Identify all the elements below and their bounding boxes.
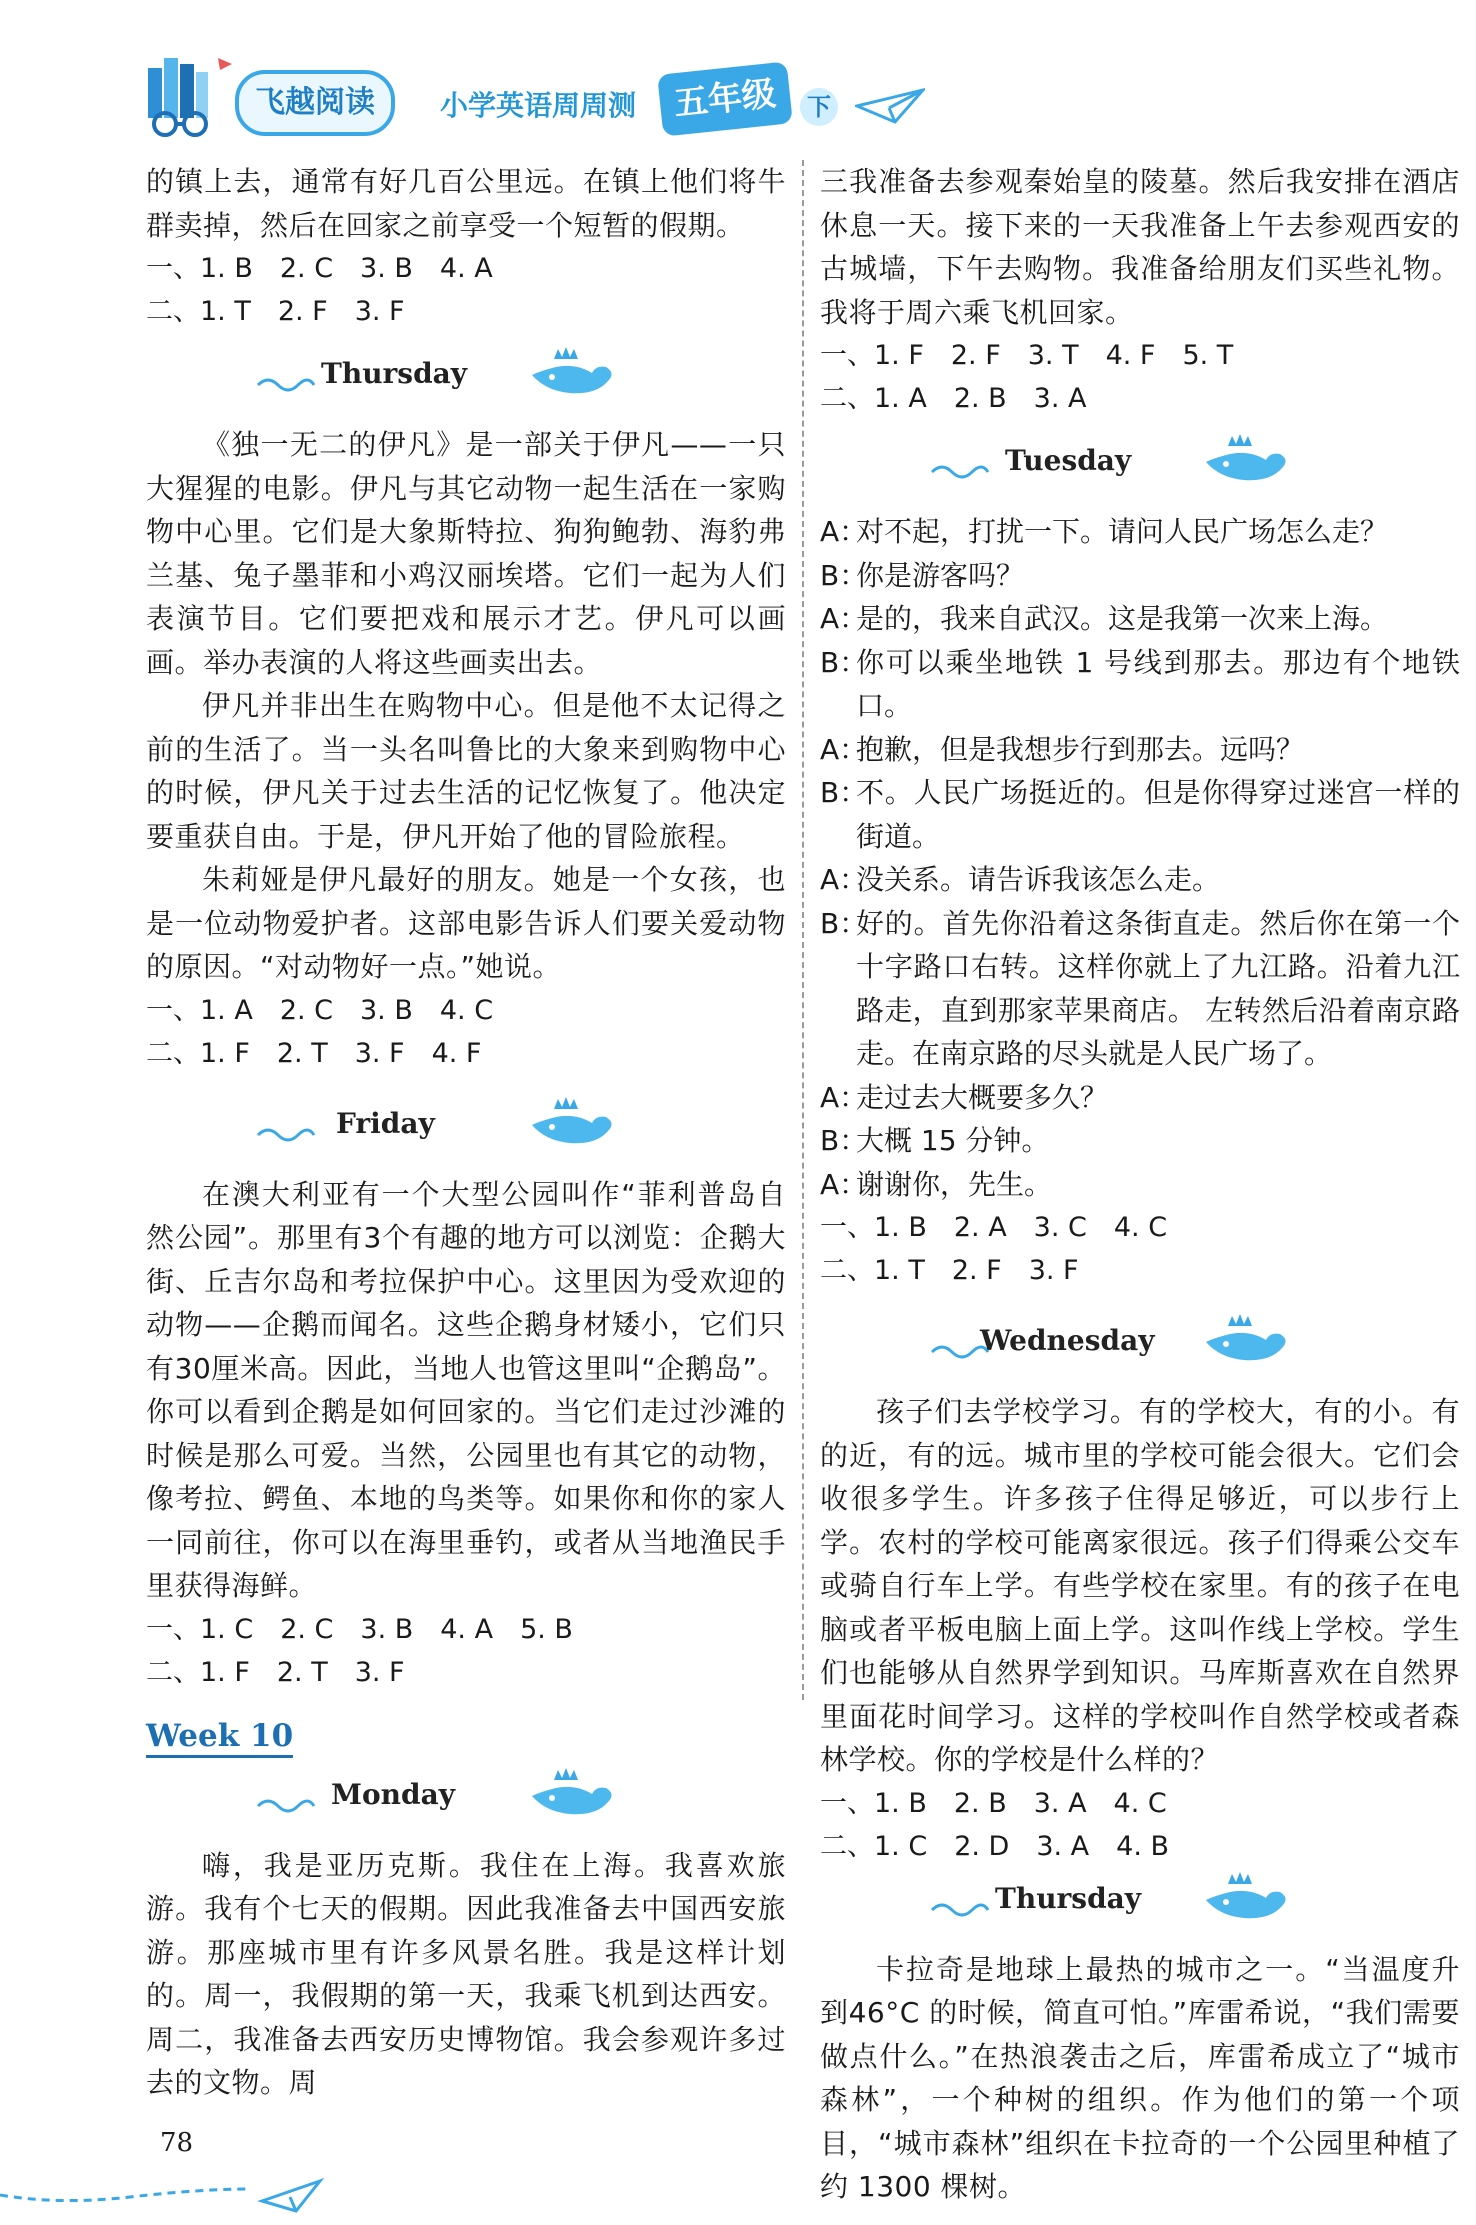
answer-line: 一、1. B 2. A 3. C 4. C — [820, 1212, 1168, 1243]
section-heading-tuesday — [820, 438, 1460, 496]
books-logo-icon — [140, 48, 240, 138]
answer-line: 一、1. A 2. C 3. B 4. C — [146, 994, 494, 1026]
dialogue-line — [820, 510, 1460, 554]
section-heading-monday — [146, 1772, 786, 1830]
section-heading-thursday-2 — [820, 1876, 1460, 1934]
section-heading-friday — [146, 1101, 786, 1159]
answer-line: 一、1. F 2. F 3. T 4. F 5. T — [820, 340, 1234, 371]
answer-line: 二、1. F 2. T 3. F — [146, 1656, 405, 1688]
utterance: 谢谢你，先生。 — [856, 1167, 1053, 1201]
answer-line: 一、1. B 2. C 3. B 4. A — [146, 253, 493, 284]
left-column — [146, 160, 786, 2105]
wave-icon — [256, 1125, 316, 1145]
whale-icon — [1200, 432, 1290, 492]
speaker: A： — [820, 732, 868, 766]
utterance: 你可以乘坐地铁 1 号线到那去。那边有个地铁口。 — [856, 645, 1460, 722]
paper-plane-icon — [855, 86, 925, 126]
series-title: 小学英语周周测 — [440, 89, 637, 122]
answer-line: 二、1. F 2. T 3. F 4. F — [146, 1037, 482, 1069]
week-title: Week 10 — [146, 1718, 293, 1758]
dialogue-line — [820, 597, 1460, 641]
section-heading-thursday — [146, 351, 786, 409]
section-heading-wednesday — [820, 1318, 1460, 1376]
whale-icon — [1200, 1312, 1290, 1372]
utterance: 走过去大概要多久？ — [856, 1080, 1109, 1114]
speaker: A： — [820, 863, 868, 896]
passage-paragraph: 朱莉娅是伊凡最好的朋友。她是一个女孩，也是一位动物爱护者。这部电影告诉人们要关爱动物的原因。“对动物好一点。”她说。 — [146, 863, 786, 983]
dialogue-line — [820, 1119, 1460, 1163]
day-title: Wednesday — [980, 1324, 1155, 1357]
answer-line: 二、1. T 2. F 3. F — [146, 296, 405, 327]
passage-paragraph: 在澳大利亚有一个大型公园叫作“菲利普岛自然公园”。那里有3个有趣的地方可以浏览：企鹅大街、丘吉尔岛和考拉保护中心。这里因为受欢迎的动物——企鹅而闻名。这些企鹅身材矮小，它们只有30厘米高。因此，当地人也管这里叫“企鹅岛”。你可以看到企鹅是如何回家的。当它们走过沙滩的时候是那么可爱。当然，公园里也有其它的动物，像考拉、鳄鱼、本地的鸟类等。如果你和你的家人一同前往，你可以在海里垂钓，或者从当地渔民手里获得海鲜。 — [146, 1177, 786, 1602]
dialogue-line — [820, 1076, 1460, 1120]
utterance: 大概 15 分钟。 — [856, 1124, 1050, 1157]
footer-dashed-line — [0, 2175, 330, 2215]
dialogue-line — [820, 1163, 1460, 1207]
passage-paragraph: 孩子们去学校学习。有的学校大，有的小。有的近，有的远。城市里的学校可能会很大。它们会收很多学生。许多孩子住得足够近，可以步行上学。农村的学校可能离家很远。孩子们得乘公交车或骑自行车上学。有些学校在家里。有的孩子在电脑或者平板电脑上面上学。这叫作线上学校。学生们也能够从自然界学到知识。马库斯喜欢在自然界里面花时间学习。这样的学校叫作自然学校或者森林学校。你的学校是什么样的？ — [820, 1395, 1460, 1776]
answer-line: 二、1. T 2. F 3. F — [820, 1255, 1079, 1286]
continued-passage: 的镇上去，通常有好几百公里远。在镇上他们将牛群卖掉，然后在回家之前享受一个短暂的假期。 — [146, 165, 786, 242]
wave-icon — [930, 462, 990, 482]
grade-badge: 五年级 — [657, 61, 793, 136]
paper-plane-icon — [262, 2181, 320, 2211]
speaker: B： — [820, 1124, 868, 1157]
utterance: 是的，我来自武汉。这是我第一次来上海。 — [856, 602, 1389, 635]
dialogue-line — [820, 554, 1460, 598]
dialogue-line — [820, 902, 1460, 1076]
utterance: 你是游客吗？ — [856, 558, 1025, 592]
speaker: A： — [820, 1080, 868, 1114]
volume-badge: 下 — [800, 88, 838, 126]
dialogue — [820, 510, 1460, 1206]
passage-paragraph: 嗨，我是亚历克斯。我住在上海。我喜欢旅游。我有个七天的假期。因此我准备去中国西安旅游。那座城市里有许多风景名胜。我是这样计划的。周一，我假期的第一天，我乘飞机到达西安。周二，我准备去西安历史博物馆。我会参观许多过去的文物。周 — [146, 1848, 786, 2099]
brand-badge: 飞越阅读 — [235, 70, 395, 136]
whale-icon — [526, 1766, 616, 1826]
speaker: B： — [820, 558, 868, 592]
wave-icon — [256, 1796, 316, 1816]
day-title: Monday — [331, 1777, 456, 1811]
speaker: A： — [820, 515, 868, 548]
dialogue-line — [820, 641, 1460, 728]
answer-line: 二、1. A 2. B 3. A — [820, 383, 1087, 414]
right-column — [820, 160, 1460, 2209]
answer-line: 一、1. B 2. B 3. A 4. C — [820, 1787, 1167, 1819]
speaker: A： — [820, 602, 868, 635]
passage-paragraph: 《独一无二的伊凡》是一部关于伊凡——一只大猩猩的电影。伊凡与其它动物一起生活在一家购物中心里。它们是大象斯特拉、狗狗鲍勃、海豹弗兰基、兔子墨菲和小鸡汉丽埃塔。它们一起为人们表演节目。它们要把戏和展示才艺。伊凡可以画画。举办表演的人将这些画卖出去。 — [146, 428, 786, 679]
utterance: 不。人民广场挺近的。但是你得穿过迷宫一样的街道。 — [856, 776, 1460, 853]
speaker: B： — [820, 906, 868, 940]
passage-paragraph: 卡拉奇是地球上最热的城市之一。“当温度升到46°C 的时候，简直可怕。”库雷希说，“我们需要做点什么。”在热浪袭击之后，库雷希成立了“城市森林”，一个种树的组织。作为他们的第一个项目，“城市森林”组织在卡拉奇的一个公园里种植了约 1300 棵树。 — [820, 1952, 1460, 2203]
whale-icon — [526, 1095, 616, 1155]
wave-icon — [930, 1900, 990, 1920]
day-title: Friday — [336, 1106, 435, 1140]
wave-icon — [256, 375, 316, 395]
answer-line: 一、1. C 2. C 3. B 4. A 5. B — [146, 1613, 573, 1645]
passage-paragraph: 伊凡并非出生在购物中心。但是他不太记得之前的生活了。当一头名叫鲁比的大象来到购物中心的时候，伊凡关于过去生活的记忆恢复了。他决定要重获自由。于是，伊凡开始了他的冒险旅程。 — [146, 689, 786, 853]
column-divider — [802, 160, 804, 1700]
day-title: Thursday — [321, 357, 468, 390]
utterance: 抱歉，但是我想步行到那去。远吗？ — [856, 732, 1305, 766]
day-title: Thursday — [995, 1881, 1142, 1915]
whale-icon — [1200, 1870, 1290, 1930]
day-title: Tuesday — [1005, 444, 1132, 477]
answer-line: 二、1. C 2. D 3. A 4. B — [820, 1830, 1170, 1862]
utterance: 对不起，打扰一下。请问人民广场怎么走？ — [856, 515, 1389, 548]
speaker: B： — [820, 776, 868, 809]
speaker: A： — [820, 1167, 868, 1201]
dialogue-line — [820, 858, 1460, 902]
dialogue-line — [820, 728, 1460, 772]
whale-icon — [526, 345, 616, 405]
page-number: 78 — [160, 2128, 194, 2158]
continued-passage: 三我准备去参观秦始皇的陵墓。然后我安排在酒店休息一天。接下来的一天我准备上午去参观西安的古城墙，下午去购物。我准备给朋友们买些礼物。我将于周六乘飞机回家。 — [820, 165, 1460, 329]
book-header — [140, 48, 920, 153]
dialogue-line — [820, 771, 1460, 858]
utterance: 没关系。请告诉我该怎么走。 — [856, 863, 1221, 896]
utterance: 好的。首先你沿着这条街直走。然后你在第一个十字路口右转。这样你就上了九江路。沿着九江路走，直到那家苹果商店。 左转然后沿着南京路走。在南京路的尽头就是人民广场了。 — [856, 906, 1460, 1070]
speaker: B： — [820, 645, 868, 679]
